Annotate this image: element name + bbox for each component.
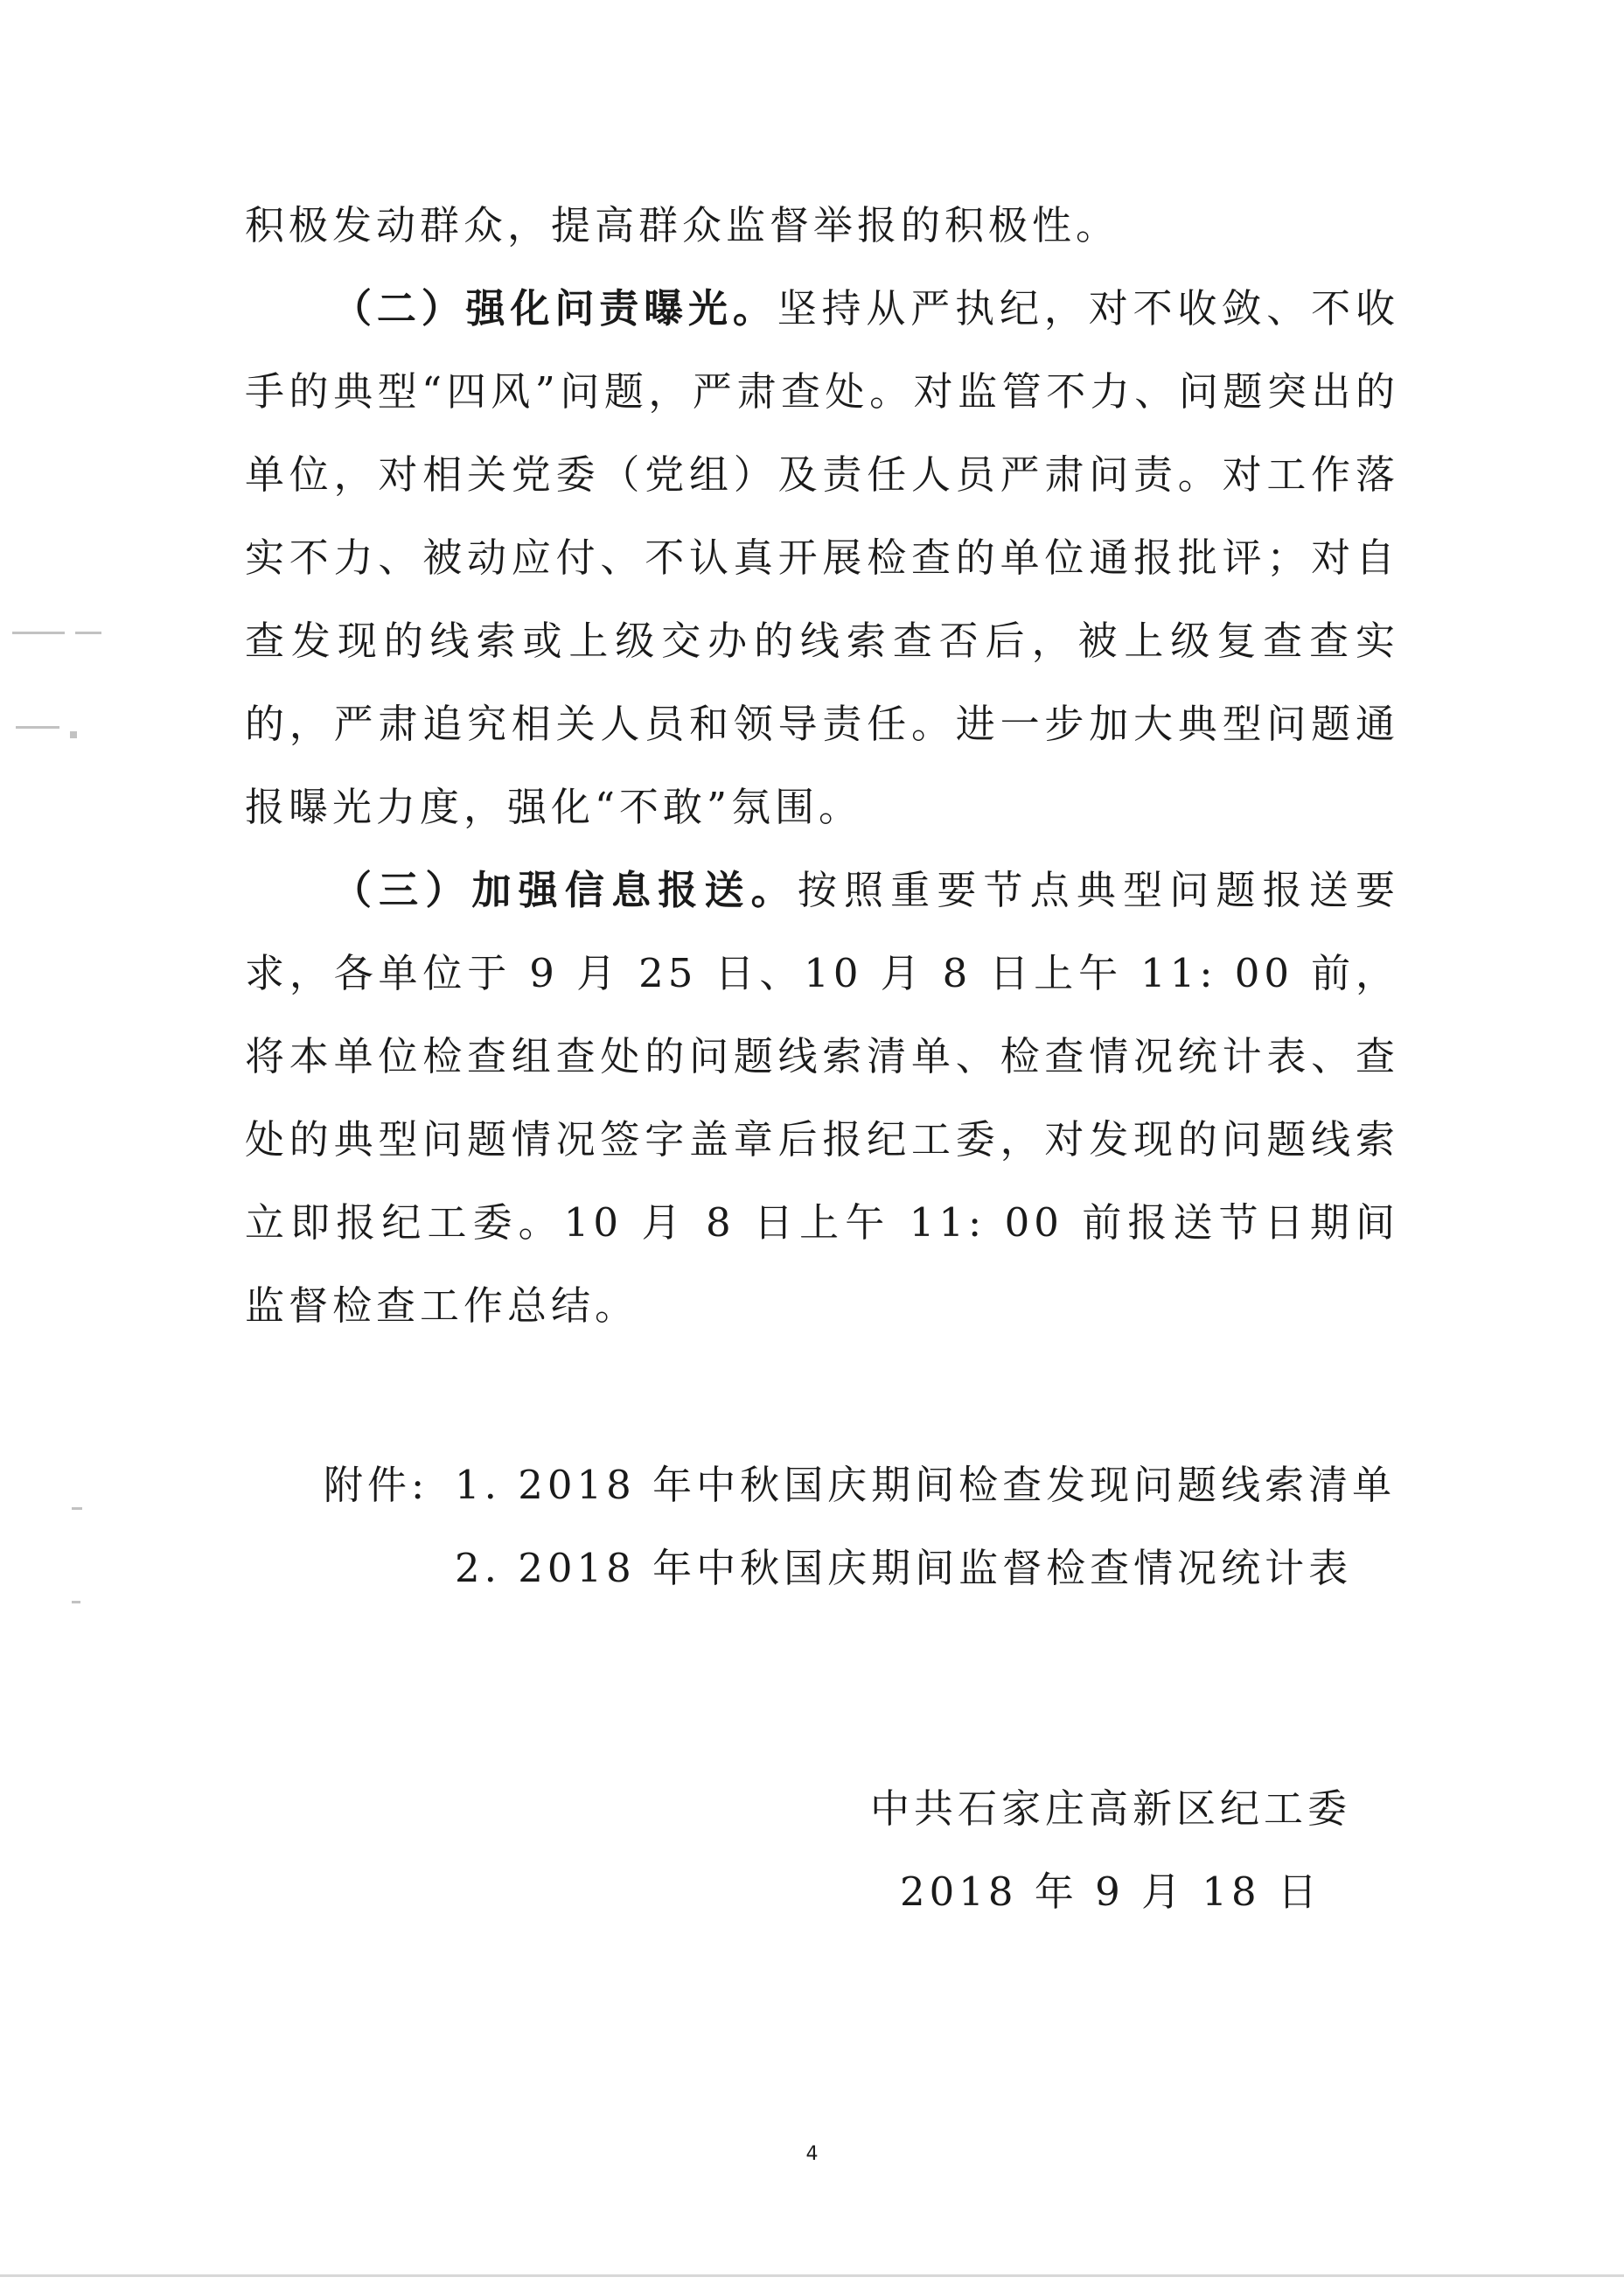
section-heading: （三）加强信息报送。 xyxy=(332,867,798,913)
attachment-title: 1. 2018 年中秋国庆期间检查发现问题线索清单 xyxy=(455,1462,1397,1508)
scan-mark xyxy=(72,1601,80,1603)
paragraph-intro xyxy=(245,184,1399,267)
attachments xyxy=(324,1443,1396,1610)
scan-mark xyxy=(70,731,77,738)
scan-mark xyxy=(12,632,65,634)
paragraph-accountability xyxy=(245,267,1399,849)
scan-edge xyxy=(0,2274,1624,2277)
signature-block xyxy=(857,1767,1364,1933)
scan-mark xyxy=(75,632,101,634)
issue-date: 2018 年 9 月 18 日 xyxy=(900,1868,1321,1915)
paragraph-text: 积极发动群众，提高群众监督举报的积极性。 xyxy=(245,202,1120,248)
paragraph-reporting xyxy=(245,849,1399,1347)
body-text xyxy=(245,184,1399,1347)
issuing-organization: 中共石家庄高新区纪工委 xyxy=(869,1785,1351,1832)
section-heading: （二）强化问责曝光。 xyxy=(332,285,777,332)
paragraph-text: 按照重要节点典型问题报送要求，各单位于 9 月 25 日、10 月 8 日上午 11: 00 前，将本单位检查组查处的问题线索清单、检查情况统计表、查处的典型问题情况签字盖章后报纪工委，对发现的问题线索立即报纪工委。10 月 8 日上午 11: 00 前报送节日期间监督检查工作总结。 xyxy=(245,867,1399,1329)
attachment-title: 2. 2018 年中秋国庆期间监督检查情况统计表 xyxy=(455,1545,1353,1591)
scan-mark xyxy=(16,726,59,729)
attachment-item xyxy=(324,1443,1396,1526)
attachment-label: 附件: xyxy=(324,1462,429,1508)
attachment-item xyxy=(324,1526,1396,1610)
page-number: 4 xyxy=(805,2143,819,2165)
scan-mark xyxy=(72,1507,82,1510)
paragraph-text: 坚持从严执纪，对不收敛、不收手的典型“四风”问题，严肃查处。对监管不力、问题突出的单位，对相关党委（党组）及责任人员严肃问责。对工作落实不力、被动应付、不认真开展检查的单位通报批评；对自查发现的线索或上级交办的线索查否后，被上级复查查实的，严肃追究相关人员和领导责任。进一步加大典型问题通报曝光力度，强化“不敢”氛围。 xyxy=(245,285,1399,830)
